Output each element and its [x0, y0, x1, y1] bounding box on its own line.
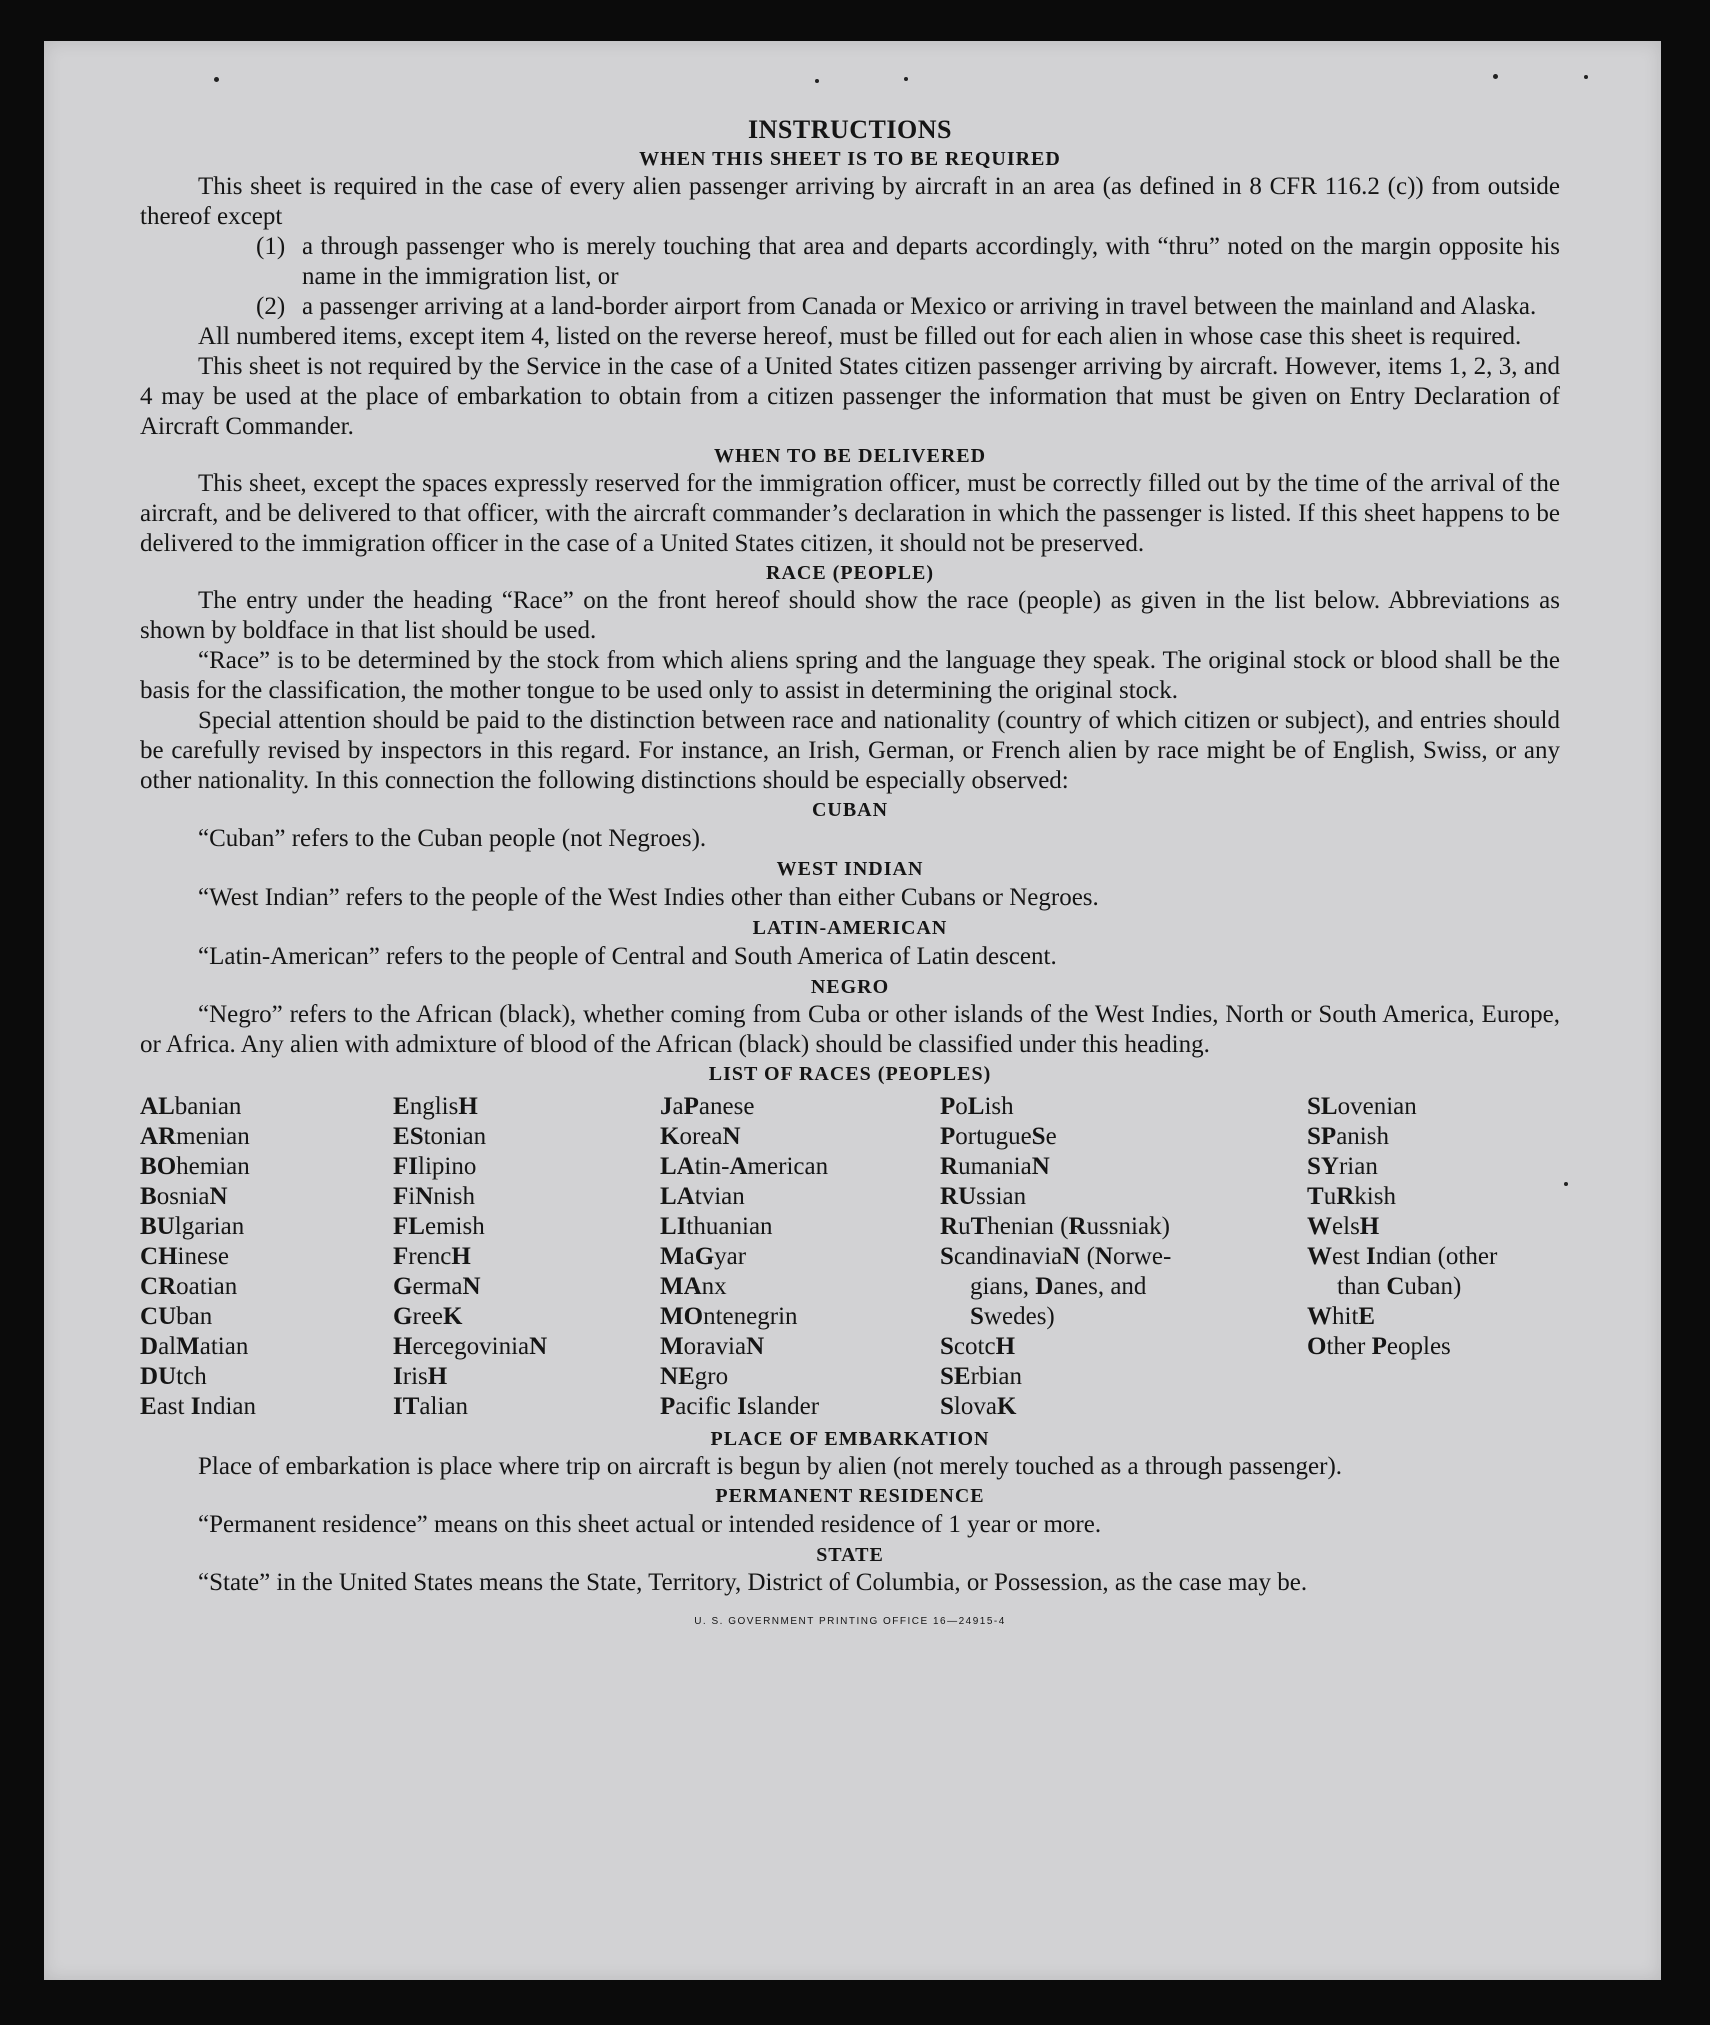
race-entry-continued: than Cuban): [1337, 1273, 1462, 1300]
race-entry: SLovenian: [1307, 1093, 1417, 1120]
race-entry: GreeK: [393, 1303, 463, 1330]
document-page: [44, 41, 1661, 1980]
race-entry: Pacific Islander: [660, 1393, 820, 1420]
heading-permanent-residence: PERMANENT RESIDENCE: [715, 1485, 985, 1507]
race-para3: Special attention should be paid to the distinction between race and nationality (country of which citizen or subject), and entries should be carefully revised by inspectors in this regard. For instance, an Irish, German, or French alien by race might be of English, Swiss, or any other nationality. In this connection the following distinctions should be especially observed:: [140, 707, 1560, 794]
race-entry: RumaniaN: [940, 1153, 1050, 1180]
race-entry: WhitE: [1307, 1303, 1376, 1330]
race-entry: FIlipino: [393, 1153, 477, 1180]
race-entry: KoreaN: [660, 1123, 741, 1150]
race-para1: The entry under the heading “Race” on the front hereof should show the race (people) as given in the list below. Abbreviations as shown by boldface in that list should be used.: [140, 587, 1560, 644]
heading-embarkation: PLACE OF EMBARKATION: [710, 1428, 990, 1450]
race-entry: FiNnish: [393, 1183, 475, 1210]
print-speck: [1584, 75, 1588, 79]
race-entry: PortugueSe: [940, 1123, 1057, 1150]
race-entry: EnglisH: [393, 1093, 478, 1120]
race-entry: LAtvian: [660, 1183, 745, 1210]
print-speck: [214, 77, 219, 82]
print-speck: [815, 79, 819, 83]
races-column-5: [1307, 1092, 1560, 1422]
heading-west-indian: WEST INDIAN: [776, 858, 924, 880]
race-entry: MaGyar: [660, 1243, 747, 1270]
definition-west-indian: “West Indian” refers to the people of the West Indies other than either Cubans or Negroes.: [198, 884, 1099, 911]
print-speck: [1493, 74, 1498, 79]
print-speck: [1564, 1182, 1568, 1186]
race-entry: TuRkish: [1307, 1183, 1396, 1210]
when-required-para2: All numbered items, except item 4, listed on the reverse hereof, must be filled out for each alien in whose case this sheet is required.: [198, 323, 1522, 350]
race-entry: CHinese: [140, 1243, 229, 1270]
race-entry: SPanish: [1307, 1123, 1389, 1150]
print-speck: [904, 77, 908, 81]
race-entry: LIthuanian: [660, 1213, 773, 1240]
definition-cuban: “Cuban” refers to the Cuban people (not Negroes).: [198, 825, 707, 852]
heading-state: STATE: [816, 1544, 884, 1566]
race-entry: NEgro: [660, 1363, 729, 1390]
race-para2: “Race” is to be determined by the stock from which aliens spring and the language they speak. The original stock or blood shall be the basis for the classification, the mother tongue to be used only to assist in determining the original stock.: [140, 647, 1560, 704]
race-entry: West Indian (other: [1307, 1243, 1498, 1270]
race-entry: ALbanian: [140, 1093, 242, 1120]
race-entry: WelsH: [1307, 1213, 1380, 1240]
race-entry: ARmenian: [140, 1123, 250, 1150]
race-entry: BOhemian: [140, 1153, 250, 1180]
race-entry: FLemish: [393, 1213, 485, 1240]
race-entry: SErbian: [940, 1363, 1022, 1390]
race-entry-continued: gians, Danes, and: [970, 1273, 1147, 1300]
race-entry: ITalian: [393, 1393, 469, 1420]
race-entry: DalMatian: [140, 1333, 249, 1360]
races-column-4: [940, 1092, 1307, 1422]
exception-item: [140, 292, 1560, 322]
race-entry-continued: Swedes): [970, 1303, 1055, 1330]
races-column-3: [660, 1092, 940, 1422]
race-entry: CUban: [140, 1303, 213, 1330]
race-entry: RUssian: [940, 1183, 1027, 1210]
definition-negro: “Negro” refers to the African (black), whether coming from Cuba or other islands of the West Indies, North or South America, Europe, or Africa. Any alien with admixture of blood of the African (black) should be classified under this heading.: [140, 1001, 1560, 1058]
race-entry: MAnx: [660, 1273, 727, 1300]
race-entry: East Indian: [140, 1393, 257, 1420]
when-delivered-text: This sheet, except the spaces expressly reserved for the immigration officer, must be correctly filled out by the time of the arrival of the aircraft, and be delivered to that officer, with the aircraft commander’s declaration in which the passenger is listed. If this sheet happens to be delivered to the immigration officer in the case of a United States citizen, it should not be preserved.: [140, 470, 1560, 557]
race-entry: Other Peoples: [1307, 1333, 1451, 1360]
race-entry: GermaN: [393, 1273, 481, 1300]
permanent-residence-text: “Permanent residence” means on this sheet actual or intended residence of 1 year or more.: [198, 1511, 1102, 1538]
heading-list-of-races: LIST OF RACES (PEOPLES): [708, 1063, 992, 1085]
race-entry: BosniaN: [140, 1183, 228, 1210]
exception-text: a through passenger who is merely touching that area and departs accordingly, with “thru” noted on the margin opposite his name in the immigration list, or: [302, 233, 1560, 290]
document-content: [140, 115, 1560, 1627]
race-entry: LAtin-American: [660, 1153, 829, 1180]
exception-item: [140, 232, 1560, 292]
race-entry: HercegoviniaN: [393, 1333, 548, 1360]
race-entry: RuThenian (Russniak): [940, 1213, 1170, 1240]
embarkation-text: Place of embarkation is place where trip on aircraft is begun by alien (not merely touched as a through passenger).: [198, 1453, 1343, 1480]
heading-negro: NEGRO: [810, 976, 890, 998]
race-entry: JaPanese: [660, 1093, 755, 1120]
when-required-intro: This sheet is required in the case of every alien passenger arriving by aircraft in an area (as defined in 8 CFR 116.2 (c)) from outside thereof except: [140, 173, 1560, 230]
printer-imprint: U. S. GOVERNMENT PRINTING OFFICE 16—24915-4: [694, 1616, 1006, 1627]
heading-when-delivered: WHEN TO BE DELIVERED: [713, 445, 987, 467]
heading-cuban: CUBAN: [811, 799, 889, 821]
heading-latin-american: LATIN-AMERICAN: [752, 917, 948, 939]
page-title: INSTRUCTIONS: [748, 115, 952, 144]
race-entry: SlovaK: [940, 1393, 1017, 1420]
race-entry: FrencH: [393, 1243, 471, 1270]
heading-race: RACE (PEOPLE): [766, 562, 934, 584]
race-entry: MOntenegrin: [660, 1303, 798, 1330]
race-entry: MoraviaN: [660, 1333, 765, 1360]
race-entry: IrisH: [393, 1363, 448, 1390]
race-entry: EStonian: [393, 1123, 487, 1150]
races-column-1: [140, 1092, 393, 1422]
race-entry: SYrian: [1307, 1153, 1378, 1180]
race-entry: CRoatian: [140, 1273, 238, 1300]
exception-text: a passenger arriving at a land-border airport from Canada or Mexico or arriving in travel between the mainland and Alaska.: [302, 293, 1537, 320]
race-entry: DUtch: [140, 1363, 207, 1390]
race-entry: ScotcH: [940, 1333, 1016, 1360]
definition-latin-american: “Latin-American” refers to the people of Central and South America of Latin descent.: [198, 943, 1057, 970]
when-required-para3: This sheet is not required by the Service in the case of a United States citizen passenger arriving by aircraft. However, items 1, 2, 3, and 4 may be used at the place of embarkation to obtain from a citizen passenger the information that must be given on Entry Declaration of Aircraft Commander.: [140, 353, 1560, 440]
race-entry: PoLish: [940, 1093, 1014, 1120]
state-text: “State” in the United States means the State, Territory, District of Columbia, or Possession, as the case may be.: [198, 1569, 1308, 1596]
races-column-2: [393, 1092, 660, 1422]
race-entry: ScandinaviaN (Norwe-: [940, 1243, 1172, 1270]
race-entry: BUlgarian: [140, 1213, 245, 1240]
exception-number: (1): [256, 233, 286, 260]
exception-number: (2): [256, 293, 286, 320]
heading-when-required: WHEN THIS SHEET IS TO BE REQUIRED: [639, 148, 1061, 170]
races-list: [140, 1092, 1560, 1422]
